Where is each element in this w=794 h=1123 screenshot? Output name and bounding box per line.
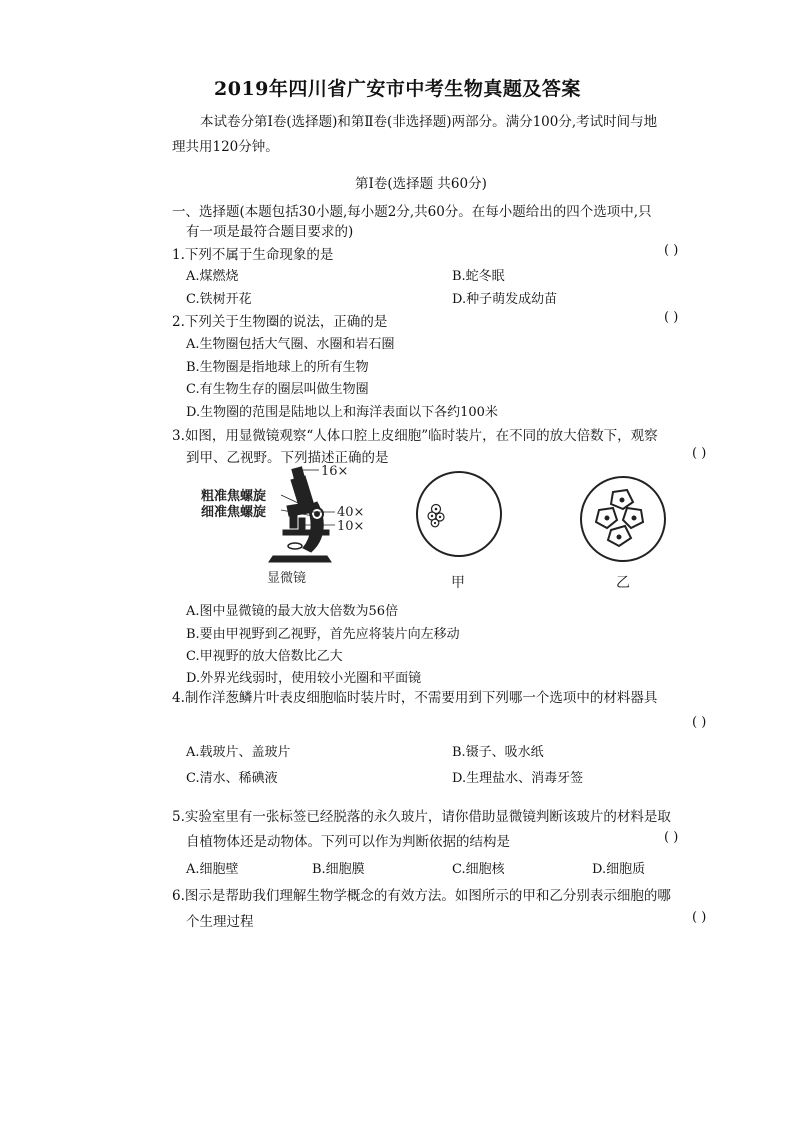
question-5-option-a: A.细胞壁 (186, 862, 239, 877)
question-6-answer-paren: ( ) (692, 910, 707, 925)
question-5-option-c: C.细胞核 (452, 862, 505, 877)
question-3-option-d: D.外界光线弱时，使用较小光圈和平面镜 (186, 671, 422, 686)
question-1-option-d: D.种子萌发成幼苗 (452, 292, 558, 307)
question-3-figure (195, 462, 670, 590)
question-2-answer-paren: ( ) (664, 310, 679, 325)
part-heading-line-2: 有一项是最符合题目要求的) (186, 224, 354, 240)
intro-line-1: 本试卷分第Ⅰ卷(选择题)和第Ⅱ卷(非选择题)两部分。满分100分,考试时间与地 (200, 114, 658, 130)
part-heading-line-1: 一、选择题(本题包括30小题,每小题2分,共60分。在每小题给出的四个选项中,只 (172, 204, 652, 220)
coarse-focus-label: 粗准焦螺旋 (201, 489, 267, 504)
section-title: 第Ⅰ卷(选择题 共60分) (355, 176, 487, 192)
field-of-view-a (417, 472, 501, 556)
question-4-stem: 4.制作洋葱鳞片叶表皮细胞临时装片时，不需要用到下列哪一个选项中的材料器具 (172, 690, 658, 706)
question-2-option-a: A.生物圈包括大气圈、水圈和岩石圈 (186, 337, 395, 352)
question-6-stem-line-2: 个生理过程 (186, 914, 254, 930)
field-of-view-b (581, 477, 665, 561)
question-5-answer-paren: ( ) (664, 830, 679, 845)
question-4-option-c: C.清水、稀碘液 (186, 771, 278, 786)
question-4-option-b: B.镊子、吸水纸 (452, 745, 544, 760)
question-1-option-b: B.蛇冬眠 (452, 269, 505, 284)
question-5-stem-line-2: 自植物体还是动物体。下列可以作为判断依据的结构是 (186, 834, 510, 850)
objective-10-label: 10× (337, 519, 365, 534)
question-5-stem-line-1: 5.实验室里有一张标签已经脱落的永久玻片，请你借助显微镜判断该玻片的材料是取 (172, 809, 671, 825)
intro-line-2: 理共用120分钟。 (172, 139, 279, 155)
question-2-option-d: D.生物圈的范围是陆地以上和海洋表面以下各约100米 (186, 405, 498, 420)
question-3-option-a: A.图中显微镜的最大放大倍数为56倍 (186, 604, 399, 619)
question-1-stem: 1.下列不属于生命现象的是 (172, 247, 334, 263)
field-of-view-b-label: 乙 (616, 575, 630, 590)
question-1-option-a: A.煤燃烧 (186, 269, 239, 284)
question-2-option-b: B.生物圈是指地球上的所有生物 (186, 360, 369, 375)
question-3-stem-line-2: 到甲、乙视野。下列描述正确的是 (186, 450, 389, 466)
question-6-stem-line-1: 6.图示是帮助我们理解生物学概念的有效方法。如图所示的甲和乙分别表示细胞的哪 (172, 888, 671, 904)
question-3-option-c: C.甲视野的放大倍数比乙大 (186, 649, 343, 664)
question-3-answer-paren: ( ) (692, 446, 707, 461)
microscope-illustration (269, 467, 331, 562)
question-4-answer-paren: ( ) (692, 715, 707, 730)
question-3-option-b: B.要由甲视野到乙视野，首先应将装片向左移动 (186, 627, 460, 642)
question-2-option-c: C.有生物生存的圈层叫做生物圈 (186, 382, 369, 397)
question-4-option-a: A.载玻片、盖玻片 (186, 745, 291, 760)
eyepiece-magnification-label: 16× (321, 464, 349, 479)
page-title: 2019年四川省广安市中考生物真题及答案 (214, 78, 581, 100)
question-1-answer-paren: ( ) (664, 243, 679, 258)
field-of-view-a-label: 甲 (451, 575, 465, 590)
question-5-option-b: B.细胞膜 (312, 862, 365, 877)
objective-40-label: 40× (337, 505, 365, 520)
question-3-stem-line-1: 3.如图，用显微镜观察“人体口腔上皮细胞”临时装片，在不同的放大倍数下，观察 (172, 428, 658, 444)
question-1-option-c: C.铁树开花 (186, 292, 252, 307)
question-4-option-d: D.生理盐水、消毒牙签 (452, 771, 584, 786)
fine-focus-label: 细准焦螺旋 (201, 505, 267, 520)
question-5-option-d: D.细胞质 (592, 862, 646, 877)
question-2-stem: 2.下列关于生物圈的说法，正确的是 (172, 314, 388, 330)
microscope-label: 显微镜 (267, 571, 307, 586)
